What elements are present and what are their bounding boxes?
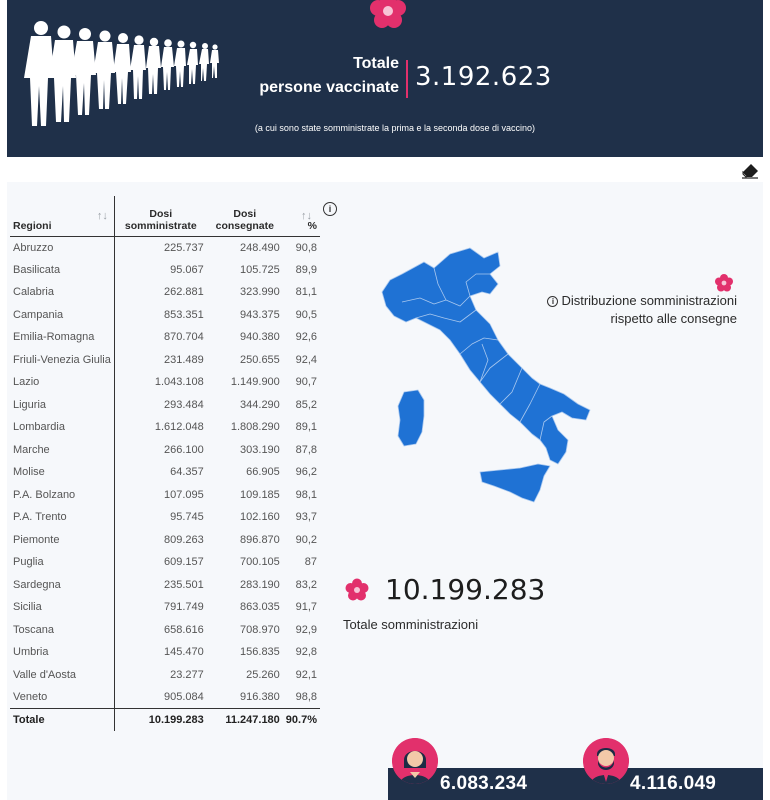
percent-cell: 92,4: [295, 353, 317, 366]
percent-cell: 92,8: [295, 646, 317, 659]
delivered-cell: 700.105: [240, 556, 280, 569]
column-header-percent[interactable]: ↑↓ %: [301, 210, 317, 232]
table-row[interactable]: [10, 551, 320, 574]
total-row-percent: 90.7%: [283, 709, 320, 732]
total-row-delivered: 11.247.180: [207, 709, 283, 732]
table-row[interactable]: [10, 641, 320, 664]
table-row[interactable]: [10, 461, 320, 484]
delivered-cell: 940.380: [240, 331, 280, 344]
regions-table-container: [10, 196, 322, 731]
delivered-cell: 344.290: [240, 398, 280, 411]
total-administrations-label: Totale somministrazioni: [343, 617, 479, 632]
total-vaccinated-label: Totale persone vaccinate: [259, 55, 399, 96]
header-banner: [7, 0, 763, 157]
table-row[interactable]: [10, 664, 320, 687]
administered-cell: 1.612.048: [154, 421, 204, 434]
delivered-cell: 1.808.290: [230, 421, 280, 434]
italy-map[interactable]: [372, 244, 596, 506]
column-header-administered[interactable]: Dosi somministrate: [124, 207, 197, 232]
region-cell: Puglia: [10, 551, 114, 574]
percent-cell: 87,8: [295, 443, 317, 456]
percent-cell: 87: [304, 556, 317, 569]
column-header-delivered[interactable]: Dosi consegnate: [215, 207, 274, 232]
region-cell: Molise: [10, 461, 114, 484]
percent-cell: 81,1: [295, 286, 317, 299]
region-cell: Piemonte: [10, 529, 114, 552]
delivered-cell: 102.160: [240, 511, 280, 524]
region-cell: Umbria: [10, 641, 114, 664]
table-row[interactable]: [10, 596, 320, 619]
percent-cell: 91,7: [295, 601, 317, 614]
administered-cell: 64.357: [170, 466, 204, 479]
administered-cell: 791.749: [164, 601, 204, 614]
table-row[interactable]: [10, 371, 320, 394]
region-cell: Veneto: [10, 686, 114, 709]
male-avatar-icon: [583, 738, 629, 784]
percent-cell: 83,2: [295, 578, 317, 591]
delivered-cell: 323.990: [240, 286, 280, 299]
sort-icon[interactable]: ↑↓: [301, 210, 312, 222]
administered-cell: 95.067: [170, 263, 204, 276]
table-row[interactable]: [10, 259, 320, 282]
percent-cell: 90,8: [295, 241, 317, 254]
table-row[interactable]: [10, 439, 320, 462]
female-avatar-icon: [392, 738, 438, 784]
administered-cell: 1.043.108: [154, 376, 204, 389]
region-cell: Sardegna: [10, 574, 114, 597]
administered-cell: 231.489: [164, 353, 204, 366]
region-cell: Valle d'Aosta: [10, 664, 114, 687]
administered-cell: 870.704: [164, 331, 204, 344]
administered-cell: 293.484: [164, 398, 204, 411]
total-vaccinated-value: 3.192.623: [415, 62, 552, 92]
administered-cell: 235.501: [164, 578, 204, 591]
administered-cell: 262.881: [164, 286, 204, 299]
region-cell: Friuli-Venezia Giulia: [10, 349, 114, 372]
eraser-icon[interactable]: [740, 161, 760, 179]
percent-cell: 98,8: [295, 691, 317, 703]
column-header-region[interactable]: Regioni ↑↓: [10, 196, 114, 236]
administered-cell: 658.616: [164, 623, 204, 636]
administered-cell: 145.470: [164, 646, 204, 659]
region-cell: Basilicata: [10, 259, 114, 282]
crowd-illustration-icon: [19, 14, 219, 129]
region-cell: Liguria: [10, 394, 114, 417]
total-vaccinated-note: (a cui sono state somministrate la prima e la seconda dose di vaccino): [254, 123, 536, 133]
administered-cell: 23.277: [170, 668, 204, 681]
delivered-cell: 1.149.900: [230, 376, 280, 389]
percent-cell: 89,9: [295, 263, 317, 276]
delivered-cell: 916.380: [240, 691, 280, 703]
administered-cell: 905.084: [164, 691, 204, 703]
administered-cell: 809.263: [164, 533, 204, 546]
delivered-cell: 943.375: [240, 308, 280, 321]
percent-cell: 90,7: [295, 376, 317, 389]
sort-icon[interactable]: ↑↓: [96, 210, 108, 222]
percent-cell: 89,1: [295, 421, 317, 434]
percent-cell: 93,7: [295, 511, 317, 524]
info-icon[interactable]: i: [547, 296, 558, 307]
percent-cell: 92,9: [295, 623, 317, 636]
total-row-administered: 10.199.283: [114, 709, 206, 732]
percent-cell: 92,1: [295, 668, 317, 681]
table-body: [10, 236, 320, 709]
delivered-cell: 66.905: [246, 466, 280, 479]
map-legend: i Distribuzione somministrazioni rispetto alle consegne: [515, 292, 737, 328]
table-header-row: [10, 196, 320, 236]
administered-cell: 225.737: [164, 241, 204, 254]
delivered-cell: 248.490: [240, 241, 280, 254]
delivered-cell: 109.185: [240, 488, 280, 501]
table-row[interactable]: [10, 326, 320, 349]
delivered-cell: 105.725: [240, 263, 280, 276]
table-row[interactable]: [10, 394, 320, 417]
percent-cell: 85,2: [295, 398, 317, 411]
administered-cell: 853.351: [164, 308, 204, 321]
table-row[interactable]: [10, 506, 320, 529]
region-cell: Lazio: [10, 371, 114, 394]
delivered-cell: 156.835: [240, 646, 280, 659]
region-cell: Emilia-Romagna: [10, 326, 114, 349]
region-cell: Lombardia: [10, 416, 114, 439]
male-vaccinated-value: 4.116.049: [630, 773, 717, 794]
percent-cell: 92,6: [295, 331, 317, 344]
delivered-cell: 283.190: [240, 578, 280, 591]
region-cell: Campania: [10, 304, 114, 327]
total-administrations-value: 10.199.283: [385, 573, 546, 606]
delivered-cell: 896.870: [240, 533, 280, 546]
delivered-cell: 863.035: [240, 601, 280, 614]
region-cell: Calabria: [10, 281, 114, 304]
table-row[interactable]: [10, 281, 320, 304]
percent-cell: 96,2: [295, 466, 317, 479]
map-region-sardinia[interactable]: [398, 390, 424, 446]
table-row[interactable]: [10, 619, 320, 642]
region-cell: Abruzzo: [10, 236, 114, 259]
regions-table: [10, 196, 320, 731]
administered-cell: 266.100: [164, 443, 204, 456]
region-cell: P.A. Trento: [10, 506, 114, 529]
table-row[interactable]: [10, 686, 320, 709]
table-row[interactable]: [10, 349, 320, 372]
delivered-cell: 708.970: [240, 623, 280, 636]
region-cell: P.A. Bolzano: [10, 484, 114, 507]
delivered-cell: 25.260: [246, 668, 280, 681]
region-cell: Sicilia: [10, 596, 114, 619]
delivered-cell: 250.655: [240, 353, 280, 366]
table-row[interactable]: [10, 236, 320, 259]
percent-cell: 98,1: [295, 488, 317, 501]
map-region-sicily[interactable]: [480, 464, 550, 502]
percent-cell: 90,5: [295, 308, 317, 321]
info-icon[interactable]: i: [323, 202, 337, 216]
female-vaccinated-value: 6.083.234: [440, 773, 528, 794]
administered-cell: 609.157: [164, 556, 204, 569]
table-row[interactable]: [10, 574, 320, 597]
delivered-cell: 303.190: [240, 443, 280, 456]
table-row[interactable]: [10, 416, 320, 439]
region-cell: Toscana: [10, 619, 114, 642]
flower-icon: [713, 272, 735, 294]
table-row[interactable]: [10, 484, 320, 507]
region-cell: Marche: [10, 439, 114, 462]
total-divider: [406, 60, 408, 98]
administered-cell: 107.095: [164, 488, 204, 501]
flower-icon: [365, 0, 411, 34]
table-row[interactable]: [10, 529, 320, 552]
total-row-label: Totale: [10, 709, 114, 732]
administered-cell: 95.745: [170, 511, 204, 524]
flower-icon: [343, 576, 371, 604]
table-row[interactable]: [10, 304, 320, 327]
table-total-row: [10, 709, 320, 732]
percent-cell: 90,2: [295, 533, 317, 546]
